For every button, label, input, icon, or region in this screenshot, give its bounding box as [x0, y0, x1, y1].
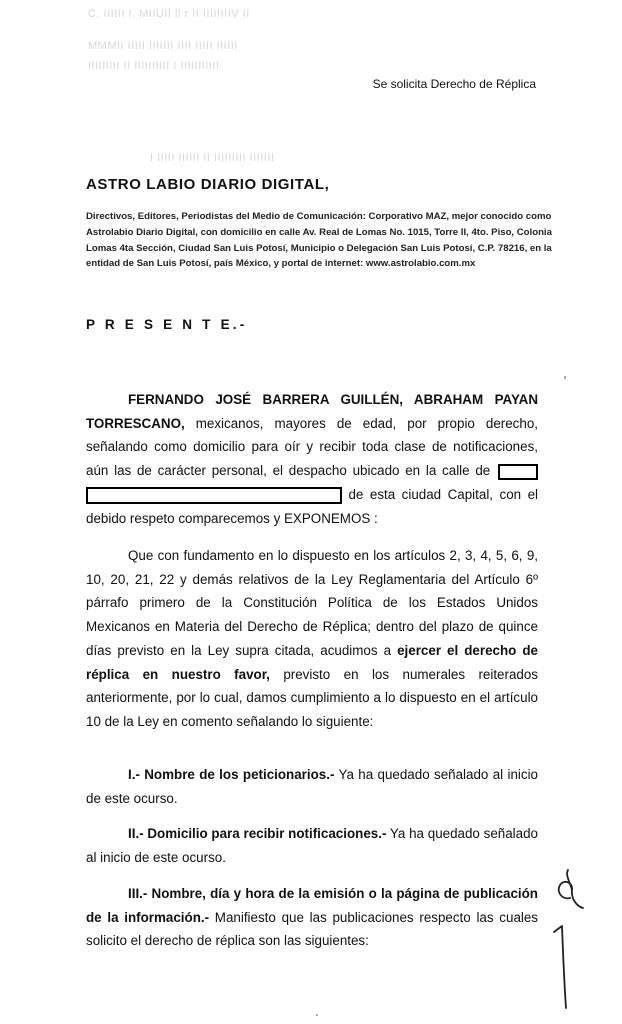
greeting: P R E S E N T E.- [86, 317, 248, 332]
legal-basis-text-a: Que con fundamento en lo dispuesto en los artículos 2, 3, 4, 5, 6, 9, 10, 20, 21, 22 y demás relativos de la Ley Reglamentaria del Artículo 6º párrafo primero de la Constitución Política de los Estados Unidos Mexicanos en Materia del Derecho de Réplica; dentro del plazo de quince días previsto en la Ley supra citada, acudimos a [86, 548, 538, 658]
intro-paragraph [86, 388, 538, 530]
addressee-description: Directivos, Editores, Periodistas del Medio de Comunicación: Corporativo MAZ, mejor conocido como Astrolabio Diario Digital, con domicilio en calle Av. Real de Lomas No. 1015, Torre II, 4to. Piso, Colonia Lomas 4ta Sección, Ciudad San Luis Potosí, Municipio o Delegación San Luis Potosí, C.P. 78216, en la entidad de San Luis Potosí, país México, y portal de internet: www.astrolabio.com.mx [86, 211, 552, 270]
legal-basis-bold: ejercer el derecho de réplica en nuestro favor, [86, 642, 539, 682]
redaction-box [498, 464, 538, 480]
legal-basis-paragraph [86, 544, 538, 734]
show-through-line: I IIIII IIIIII II IIIIIIIII IIIIIII [150, 152, 275, 164]
section-text: Ya ha quedado señalado al inicio de este ocurso. [86, 767, 538, 806]
intro-text-b: de esta ciudad Capital, con el debido respeto comparecemos y EXPONEMOS : [86, 486, 538, 526]
show-through-line: C. IIIIII I. MIIUII ll r II IIIIIIIIV II [88, 8, 250, 20]
handwritten-page-number [548, 922, 578, 1012]
scan-speck [564, 376, 566, 379]
scan-speck [316, 1014, 318, 1016]
handwritten-mark [548, 868, 588, 916]
show-through-line: IIIIIIIII II IIIIIIIIII I IIIIIIIIIII [88, 60, 220, 72]
section-petitioners [86, 763, 538, 810]
section-heading: II.- Domicilio para recibir notificaciones.- [128, 826, 387, 841]
section-publication [86, 882, 538, 953]
section-heading: III.- Nombre, día y hora de la emisión o la página de publicación de la información.- [86, 886, 538, 925]
section-text: Manifiesto que las publicaciones respecto las cuales solicito el derecho de réplica son las siguientes: [86, 909, 539, 949]
addressee-title: ASTRO LABIO DIARIO DIGITAL, [86, 176, 330, 193]
redaction-box [86, 487, 342, 504]
section-domicile [86, 822, 538, 869]
legal-basis-text-b: previsto en los numerales reiterados anteriormente, por lo cual, damos cumplimiento a lo dispuesto en el artículo 10 de la Ley en comento señalando lo siguiente: [86, 666, 538, 729]
intro-text-a: mexicanos, mayores de edad, por propio derecho, señalando como domicilio para oír y recibir toda clase de notificaciones, aún las de carácter personal, el despacho ubicado en la calle de [86, 415, 538, 479]
reply-request-note: Se solicita Derecho de Réplica [372, 77, 536, 91]
petitioner-names: FERNANDO JOSÉ BARRERA GUILLÉN, ABRAHAM PAYAN TORRESCANO, [86, 392, 538, 431]
section-heading: I.- Nombre de los peticionarios.- [128, 767, 335, 782]
section-text: Ya ha quedado señalado al inicio de este ocurso. [86, 826, 539, 865]
show-through-line: MMMII IIIII IIIIIII IIII IIIII IIIIII [88, 40, 238, 52]
